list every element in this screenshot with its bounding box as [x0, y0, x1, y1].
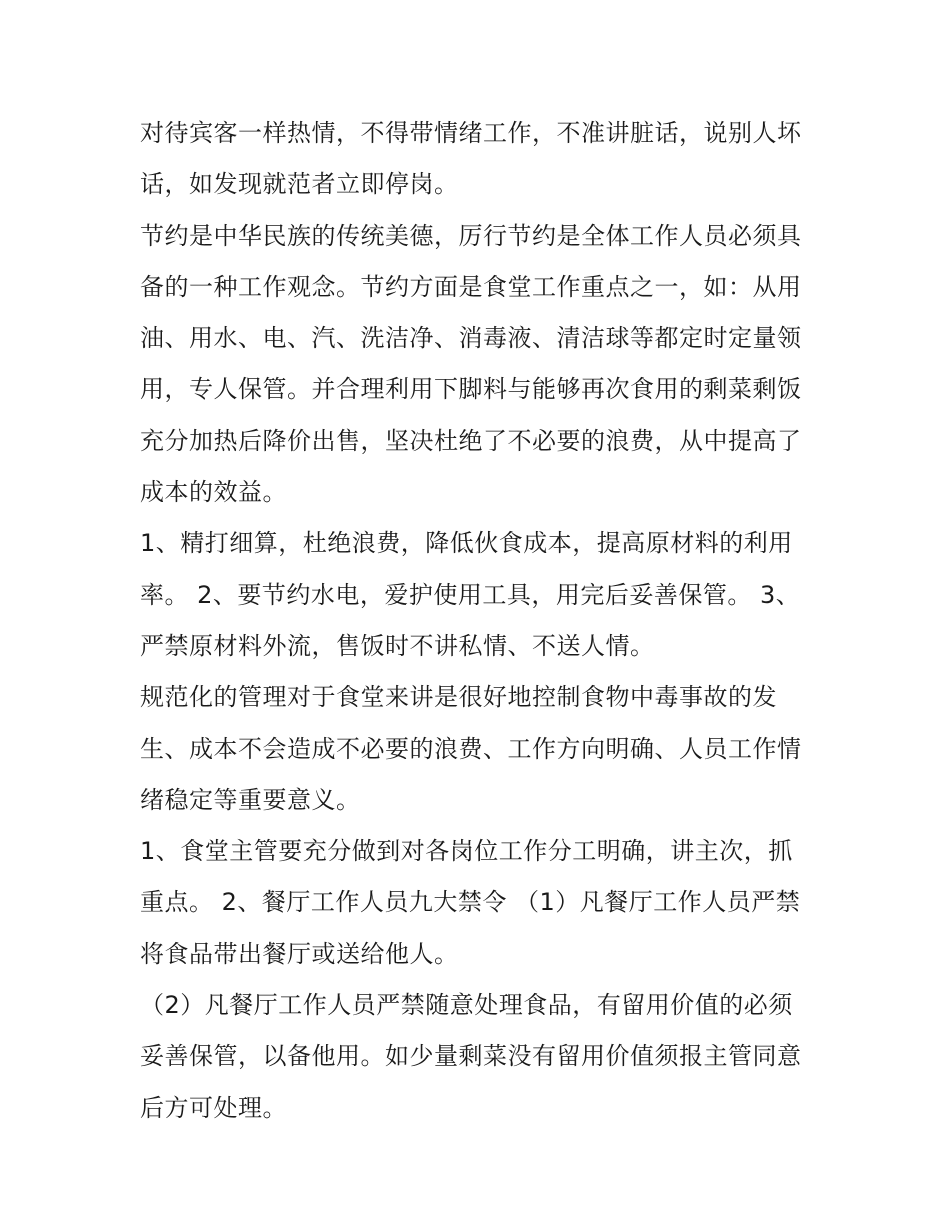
text-line: 妥善保管，以备他用。如少量剩菜没有留用价值须报主管同意: [140, 1042, 802, 1071]
paragraph-2: [140, 211, 820, 519]
text-line: 规范化的管理对于食堂来讲是很好地控制食物中毒事故的发: [140, 683, 777, 712]
text-line: 对待宾客一样热情，不得带情绪工作，不准讲脏话，说别人坏: [140, 119, 802, 147]
text-line: 节约是中华民族的传统美德，厉行节约是全体工作人员必须具: [140, 221, 802, 250]
text-line: 后方可处理。: [140, 1093, 287, 1122]
text-line: 率。 2、要节约水电，爱护使用工具，用完后妥善保管。 3、: [140, 580, 801, 609]
text-line: 生、成本不会造成不必要的浪费、工作方向明确、人员工作情: [140, 734, 802, 763]
paragraph-3: [140, 518, 820, 672]
text-line: （2）凡餐厅工作人员严禁随意处理食品，有留用价值的必须: [140, 991, 793, 1020]
document-body: [140, 108, 820, 1134]
paragraph-5: [140, 826, 820, 980]
text-line: 充分加热后降价出售，坚决杜绝了不必要的浪费，从中提高了: [140, 426, 802, 455]
text-line: 绪稳定等重要意义。: [140, 785, 361, 814]
text-line: 将食品带出餐厅或送给他人。: [140, 939, 459, 968]
text-line: 备的一种工作观念。节约方面是食堂工作重点之一，如：从用: [140, 272, 802, 301]
text-line: 1、食堂主管要充分做到对各岗位工作分工明确，讲主次，抓: [140, 837, 793, 866]
text-line: 1、精打细算，杜绝浪费，降低伙食成本，提高原材料的利用: [140, 529, 793, 558]
text-line: 话，如发现就范者立即停岗。: [140, 170, 459, 199]
paragraph-4: [140, 672, 820, 826]
text-line: 成本的效益。: [140, 478, 287, 507]
text-line: 用，专人保管。并合理利用下脚料与能够再次食用的剩菜剩饭: [140, 375, 802, 404]
paragraph-6: [140, 980, 820, 1134]
text-line: 重点。 2、餐厅工作人员九大禁令 （1）凡餐厅工作人员严禁: [140, 888, 801, 917]
text-line: 严禁原材料外流，售饭时不讲私情、不送人情。: [140, 631, 655, 660]
paragraph-1: [140, 108, 820, 211]
text-line: 油、用水、电、汽、洗洁净、消毒液、清洁球等都定时定量领: [140, 324, 802, 353]
